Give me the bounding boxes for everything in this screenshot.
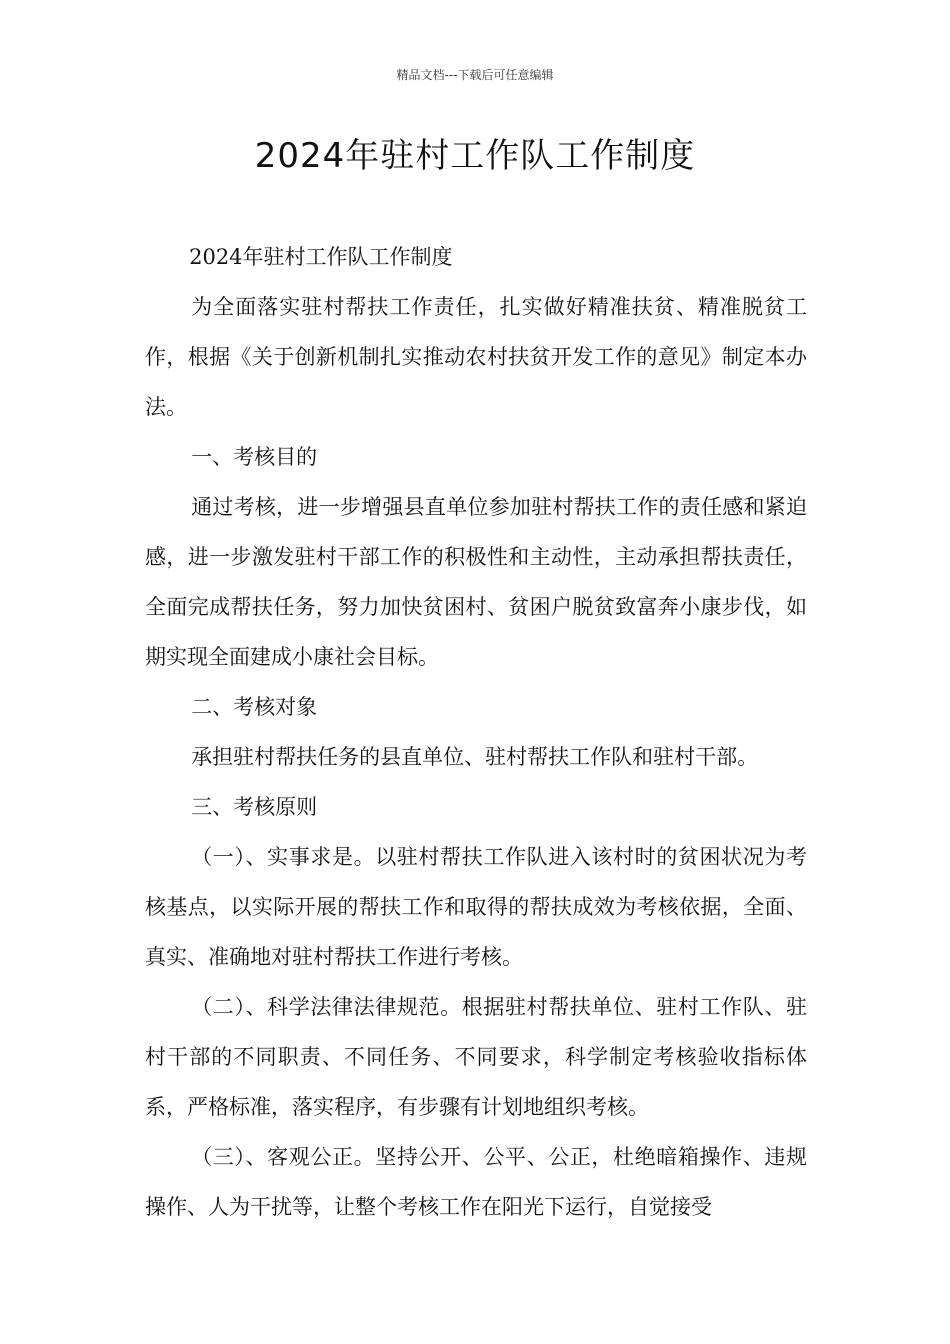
section-heading-principles: 三、考核原则 (191, 795, 318, 819)
section-heading-targets: 二、考核对象 (191, 695, 318, 719)
targets-paragraph: 承担驻村帮扶任务的县直单位、驻村帮扶工作队和驻村干部。 (191, 745, 759, 769)
section-heading-purpose: 一、考核目的 (191, 445, 318, 469)
principle-paragraph-2: （二）、科学法律法律规范。根据驻村帮扶单位、驻村工作队、驻村干部的不同职责、不同任务、不同要求，科学制定考核验收指标体系，严格标准，落实程序，有步骤有计划地组织考核。 (145, 995, 807, 1119)
document-body (145, 232, 807, 1232)
page-header-note: 精品文档---下载后可任意编辑 (396, 68, 554, 82)
principle-paragraph-1: （一）、实事求是。以驻村帮扶工作队进入该村时的贫困状况为考核基点，以实际开展的帮扶工作和取得的帮扶成效为考核依据，全面、真实、准确地对驻村帮扶工作进行考核。 (145, 845, 807, 969)
purpose-paragraph: 通过考核，进一步增强县直单位参加驻村帮扶工作的责任感和紧迫感，进一步激发驻村干部工作的积极性和主动性，主动承担帮扶责任，全面完成帮扶任务，努力加快贫困村、贫困户脱贫致富奔小康步伐，如期实现全面建成小康社会目标。 (145, 495, 807, 669)
subtitle-paragraph: 2024年驻村工作队工作制度 (189, 245, 453, 269)
document-title: 2024年驻村工作队工作制度 (254, 136, 696, 176)
intro-paragraph: 为全面落实驻村帮扶工作责任，扎实做好精准扶贫、精准脱贫工作，根据《关于创新机制扎实推动农村扶贫开发工作的意见》制定本办法。 (145, 295, 807, 419)
principle-paragraph-3: （三）、客观公正。坚持公开、公平、公正，杜绝暗箱操作、违规操作、人为干扰等，让整个考核工作在阳光下运行，自觉接受 (145, 1145, 807, 1219)
